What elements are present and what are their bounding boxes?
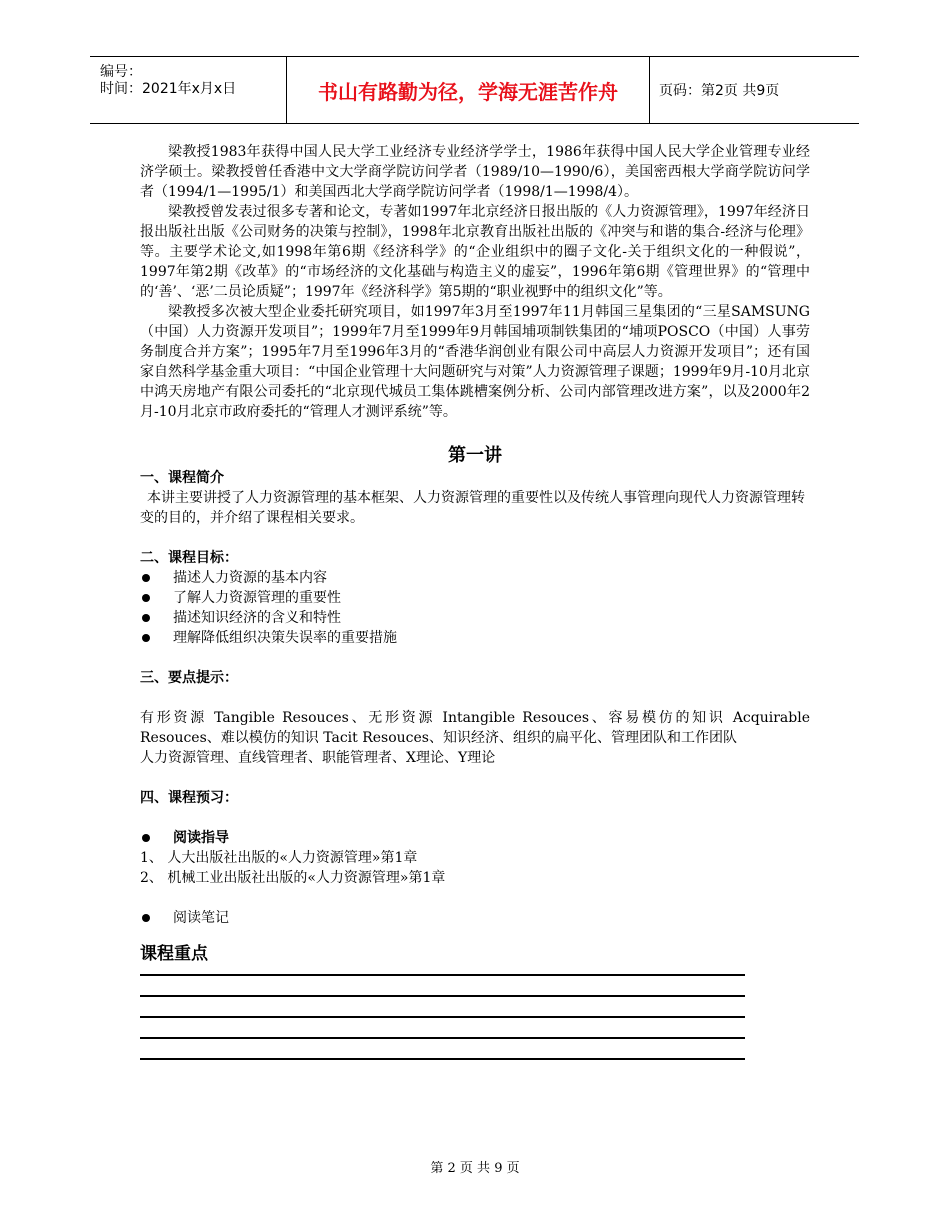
list-item: 了解人力资源管理的重要性	[140, 588, 810, 608]
reading-notes-label: 阅读笔记	[140, 908, 810, 928]
doc-number-label: 编号：	[100, 64, 142, 80]
lecture-title: 第一讲	[448, 445, 502, 466]
list-item: 描述人力资源的基本内容	[140, 568, 810, 588]
course-intro-text: 本讲主要讲授了人力资源管理的基本框架、人力资源管理的重要性以及传统人事管理向现代人力资源管理转变的目的，并介绍了课程相关要求。	[140, 490, 805, 526]
page-footer: 第 2 页 共 9 页	[430, 1161, 520, 1176]
section-1-heading: 一、课程简介	[140, 470, 224, 486]
blank-line	[140, 995, 745, 997]
date-label: 时间：2021年x月x日	[100, 81, 237, 97]
page-info: 页码：第2页 共9页	[659, 83, 780, 99]
blank-line	[140, 974, 745, 976]
header-meta	[90, 57, 286, 123]
section-2-heading: 二、课程目标：	[140, 550, 238, 566]
list-item: 理解降低组织决策失误率的重要措施	[140, 628, 810, 648]
header-motto-cell	[286, 57, 650, 123]
readings-list	[140, 848, 810, 888]
reading-guide-list	[140, 828, 810, 848]
list-item: 描述知识经济的含义和特性	[140, 608, 810, 628]
list-item: 1、 人大出版社出版的«人力资源管理»第1章	[140, 850, 418, 866]
bio-paragraph-2: 梁教授曾发表过很多专著和论文，专著如1997年北京经济日报出版的《人力资源管理》，1997年经济日报出版社出版《公司财务的决策与控制》，1998年北京教育出版社出版的《冲突与和谐的集合-经济与伦理》等。主要学术论文,如1998年第6期《经济科学》的“企业组织中的圈子文化-关于组织文化的一种假说”，1997年第2期《改革》的“市场经济的文化基础与构造主义的虚妄”，1996年第6期《管理世界》的“管理中的‘善’、‘恶’二员论质疑”；1997年《经济科学》第5期的“职业视野中的组织文化”等。	[140, 204, 810, 300]
list-item: 2、 机械工业出版社出版的«人力资源管理»第1章	[140, 870, 446, 886]
key-points-title: 课程重点	[140, 944, 208, 964]
section-3-heading: 三、要点提示：	[140, 670, 238, 686]
section-4-heading: 四、课程预习：	[140, 790, 238, 806]
header-page-cell	[649, 57, 859, 123]
document-body	[140, 142, 810, 1060]
motto: 书山有路勤为径，学海无涯苦作舟	[318, 79, 618, 104]
blank-line	[140, 1016, 745, 1018]
bio-paragraph-1: 梁教授1983年获得中国人民大学工业经济专业经济学学士，1986年获得中国人民大学企业管理专业经济学硕士。梁教授曾任香港中文大学商学院访问学者（1989/10—1990/6），美国密西根大学商学院访问学者（1994/1—1995/1）和美国西北大学商学院访问学者（1998/1—1998/4）。	[140, 144, 810, 200]
blank-line	[140, 1037, 745, 1039]
key-terms-line-1: 有形资源 Tangible Resouces、无形资源 Intangible Resouces、容易模仿的知识 Acquirable Resouces、难以模仿的知识 Tacit Resouces、知识经济、组织的扁平化、管理团队和工作团队	[140, 710, 810, 746]
reading-guide-label: 阅读指导	[140, 828, 810, 848]
page-header	[90, 56, 859, 124]
bio-paragraph-3: 梁教授多次被大型企业委托研究项目，如1997年3月至1997年11月韩国三星集团的“三星SAMSUNG（中国）人力资源开发项目”；1999年7月至1999年9月韩国埔项制铁集团的“埔项POSCO（中国）人事劳务制度合并方案”；1995年7月至1996年3月的“香港华润创业有限公司中高层人力资源开发项目”；还有国家自然科学基金重大项目：“中国企业管理十大问题研究与对策”人力资源管理子课题；1999年9月-10月北京中鸿天房地产有限公司委托的“北京现代城员工集体跳槽案例分析、公司内部管理改进方案”，以及2000年2月-10月北京市政府委托的“管理人才测评系统”等。	[140, 304, 810, 420]
blank-line	[140, 1058, 745, 1060]
reading-notes-list	[140, 908, 810, 928]
key-terms-line-2: 人力资源管理、直线管理者、职能管理者、X理论、Y理论	[140, 750, 496, 766]
objectives-list	[140, 568, 810, 648]
